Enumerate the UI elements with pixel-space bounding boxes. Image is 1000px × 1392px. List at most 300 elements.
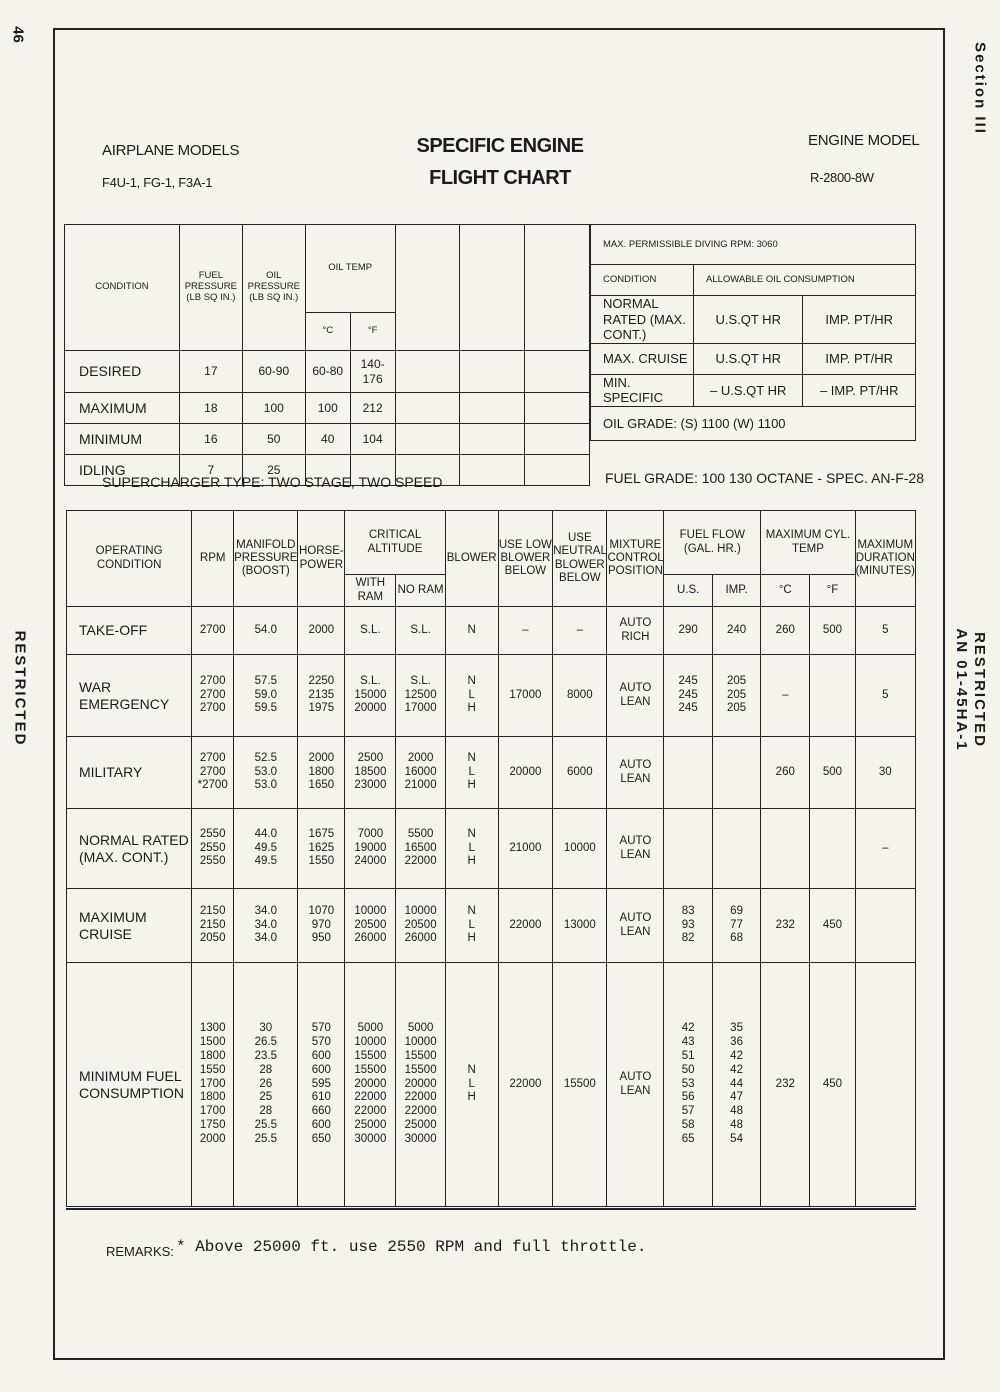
ops-cond: TAKE-OFF — [67, 607, 192, 655]
ops-nr-value: S.L. — [410, 674, 431, 687]
ops-hp-value: 1650 — [308, 779, 335, 792]
ops-us — [664, 737, 712, 809]
ops-mp-value: 23.5 — [254, 1050, 277, 1062]
oil-h-consumption: ALLOWABLE OIL CONSUMPTION — [694, 265, 916, 296]
ops-rpm — [192, 963, 234, 1207]
ops-nr — [396, 809, 445, 889]
ops-wr — [345, 737, 396, 809]
limits-row — [65, 351, 590, 393]
ops-neu: 15500 — [553, 963, 607, 1207]
limits-cond: MAXIMUM — [65, 393, 180, 424]
ops-mp-value: 30 — [259, 1022, 273, 1035]
page-title — [400, 130, 600, 194]
h-oil-temp: OIL TEMP — [305, 225, 395, 313]
h-cyl-temp: MAXIMUM CYL. TEMP — [761, 511, 855, 575]
ops-rpm — [192, 607, 234, 655]
ops-mp — [234, 607, 298, 655]
h-c: °C — [761, 575, 810, 607]
ops-us-value: 82 — [681, 932, 695, 945]
ops-us — [664, 655, 712, 737]
ops-hp-value: 2000 — [308, 751, 335, 764]
ops-nr-value: 15500 — [404, 1050, 437, 1062]
ops-us-value: 42 — [681, 1022, 695, 1035]
ops-mp-value: 49.5 — [254, 855, 277, 868]
ops-hp-value: 970 — [311, 918, 331, 931]
ops-rpm-value: 2550 — [199, 855, 226, 868]
ops-wr — [345, 889, 396, 963]
ops-wr — [345, 809, 396, 889]
ops-cond: MILITARY — [67, 737, 192, 809]
ops-imp-value: 240 — [726, 623, 747, 636]
ops-imp — [712, 889, 760, 963]
ops-bl — [445, 655, 498, 737]
ops-rpm-value: 2000 — [199, 1132, 226, 1145]
ops-f: 500 — [810, 737, 855, 809]
ops-c: 260 — [761, 607, 810, 655]
oil-imp: IMP. PT/HR — [803, 343, 916, 374]
limits-oil: 100 — [242, 393, 305, 424]
ops-mp-value: 54.0 — [254, 623, 277, 636]
ops-mp-value: 28 — [259, 1063, 273, 1076]
oil-imp: IMP. PT/HR — [803, 296, 916, 344]
restricted-label-right — [952, 590, 988, 790]
ops-bl-value: H — [467, 779, 476, 792]
ops-nr — [396, 737, 445, 809]
ops-mp-value: 34.0 — [254, 904, 277, 917]
limits-row — [65, 393, 590, 424]
ops-nr — [396, 607, 445, 655]
ops-cond: WAR EMERGENCY — [67, 655, 192, 737]
ops-hp — [298, 655, 345, 737]
ops-neu: 13000 — [553, 889, 607, 963]
ops-hp — [298, 607, 345, 655]
ops-imp-value: 48 — [730, 1118, 743, 1131]
ops-hp-value: 1625 — [308, 841, 335, 854]
ops-wr-value: 22000 — [354, 1091, 387, 1104]
ops-wr — [345, 963, 396, 1207]
ops-rpm-value: 2050 — [199, 932, 226, 945]
ops-nr-value: 21000 — [404, 779, 437, 792]
ops-low: 22000 — [498, 889, 553, 963]
right-margin — [950, 0, 1000, 1392]
ops-us-value: 83 — [681, 904, 695, 917]
ops-mp-value: 25 — [259, 1091, 273, 1104]
ops-nr — [396, 963, 445, 1207]
h-op-condition: OPERATING CONDITION — [67, 511, 192, 607]
ops-nr-value: 16000 — [404, 765, 437, 778]
ops-f: 450 — [810, 889, 855, 963]
limits-cond: MINIMUM — [65, 424, 180, 455]
oil-cond: MIN. SPECIFIC — [591, 374, 694, 406]
h-imp: IMP. — [712, 575, 760, 607]
ops-cond: NORMAL RATED (MAX. CONT.) — [67, 809, 192, 889]
ops-bl — [445, 963, 498, 1207]
ops-bl-value: L — [468, 765, 475, 778]
ops-imp-value: 42 — [730, 1063, 743, 1076]
rule — [66, 1208, 916, 1210]
ops-hp-value: 1675 — [308, 827, 335, 840]
remarks-label: REMARKS: — [106, 1244, 174, 1259]
ops-us-value: 56 — [681, 1091, 695, 1104]
oil-grade: OIL GRADE: (S) 1100 (W) 1100 — [591, 406, 916, 440]
h-fuel-flow: FUEL FLOW (GAL. HR.) — [664, 511, 761, 575]
ops-wr-value: S.L. — [360, 674, 381, 687]
limits-fuel: 18 — [179, 393, 242, 424]
ops-nr-value: 12500 — [404, 688, 437, 701]
ops-low: 17000 — [498, 655, 553, 737]
ops-wr-value: 5000 — [357, 1022, 384, 1035]
page-number: 46 — [9, 26, 27, 43]
limits-f: 212 — [350, 393, 395, 424]
ops-imp — [712, 655, 760, 737]
ops-dur — [855, 963, 915, 1207]
ops-wr-value: 15500 — [354, 1050, 387, 1062]
ops-us-value: 245 — [678, 674, 698, 687]
ops-imp-value: 36 — [730, 1036, 743, 1049]
ops-rpm-value: 2700 — [199, 688, 226, 701]
oil-us: U.S.QT HR — [694, 296, 803, 344]
ops-rpm — [192, 889, 234, 963]
ops-wr-value: 15500 — [354, 1063, 387, 1076]
ops-c — [761, 809, 810, 889]
ops-wr-value: 25000 — [354, 1118, 387, 1131]
ops-rpm — [192, 809, 234, 889]
ops-bl — [445, 889, 498, 963]
h-temp-c: °C — [305, 313, 350, 351]
ops-us-value: 290 — [678, 623, 698, 636]
ops-rpm-value: 2700 — [199, 702, 226, 715]
ops-neu: – — [553, 607, 607, 655]
ops-bl-value: N — [467, 623, 476, 636]
ops-nr-value: 20000 — [404, 1077, 437, 1090]
ops-imp-value: 77 — [730, 918, 743, 931]
ops-mp-value: 44.0 — [254, 827, 277, 840]
remarks-text: * Above 25000 ft. use 2550 RPM and full throttle. — [176, 1238, 647, 1256]
ops-rpm-value: 1550 — [199, 1063, 226, 1076]
ops-hp — [298, 889, 345, 963]
ops-hp-value: 1975 — [308, 702, 335, 715]
ops-wr-value: 20000 — [354, 702, 387, 715]
ops-nr-value: 17000 — [404, 702, 437, 715]
ops-wr-value: 15000 — [354, 688, 387, 701]
ops-low: 21000 — [498, 809, 553, 889]
h-blower: BLOWER — [445, 511, 498, 607]
ops-bl — [445, 737, 498, 809]
ops-bl-value: N — [467, 904, 476, 917]
oil-us: U.S.QT HR — [694, 343, 803, 374]
ops-wr-value: S.L. — [360, 623, 381, 636]
ops-rpm-value: 2550 — [199, 841, 226, 854]
ops-us-value: 58 — [681, 1118, 695, 1131]
ops-us — [664, 607, 712, 655]
ops-bl-value: N — [467, 674, 476, 687]
ops-c: 232 — [761, 889, 810, 963]
ops-rpm-value: 2700 — [199, 623, 226, 636]
ops-us-value: 53 — [681, 1077, 695, 1090]
ops-dur — [855, 889, 915, 963]
airplane-models: F4U-1, FG-1, F3A-1 — [102, 175, 213, 190]
ops-wr-value: 23000 — [354, 779, 387, 792]
ops-wr-value: 20000 — [354, 1077, 387, 1090]
ops-low: – — [498, 607, 553, 655]
ops-dur: 30 — [855, 737, 915, 809]
ops-hp-value: 600 — [311, 1050, 331, 1062]
limits-fuel: 16 — [179, 424, 242, 455]
ops-low: 20000 — [498, 737, 553, 809]
ops-f — [810, 809, 855, 889]
ops-wr-value: 2500 — [357, 751, 384, 764]
left-margin — [5, 0, 31, 1392]
ops-bl-value: H — [467, 855, 476, 868]
h-use-low: USE LOW BLOWER BELOW — [498, 511, 553, 607]
ops-mp-value: 26.5 — [254, 1036, 277, 1049]
ops-wr — [345, 655, 396, 737]
restricted-label-left: RESTRICTED — [11, 630, 29, 747]
ops-bl-value: H — [467, 702, 476, 715]
ops-rpm-value: 1750 — [199, 1118, 226, 1131]
ops-hp-value: 2250 — [308, 674, 335, 687]
ops-table — [66, 510, 916, 1207]
ops-imp — [712, 809, 760, 889]
ops-rpm — [192, 737, 234, 809]
ops-hp-value: 600 — [311, 1118, 331, 1131]
ops-mp-value: 34.0 — [254, 918, 277, 931]
ops-mix: AUTO LEAN — [607, 809, 664, 889]
ops-us-value: 57 — [681, 1105, 695, 1118]
oil-h-condition: CONDITION — [591, 265, 694, 296]
ops-hp-value: 610 — [311, 1091, 331, 1104]
ops-row — [67, 963, 916, 1207]
h-manifold: MANIFOLD PRESSURE (BOOST) — [234, 511, 298, 607]
ops-hp-value: 650 — [311, 1132, 331, 1145]
ops-hp-value: 570 — [311, 1022, 331, 1035]
ops-hp-value: 1800 — [308, 765, 335, 778]
limits-c: 40 — [305, 424, 350, 455]
ops-imp-value: 205 — [726, 674, 747, 687]
title-line-2: FLIGHT CHART — [429, 167, 571, 189]
limits-oil: 60-90 — [242, 351, 305, 393]
ops-bl-value: L — [468, 1077, 475, 1090]
ops-nr-value: 22000 — [404, 1105, 437, 1118]
ops-imp-value: 68 — [730, 932, 743, 945]
ops-imp-value: 69 — [730, 904, 743, 917]
ops-wr-value: 10000 — [354, 1036, 387, 1049]
limits-table — [64, 224, 590, 486]
ops-mp-value: 52.5 — [254, 751, 277, 764]
ops-bl-value: N — [467, 827, 476, 840]
ops-us-value: 93 — [681, 918, 695, 931]
ops-hp-value: 2000 — [308, 623, 335, 636]
ops-bl-value: H — [467, 1091, 476, 1104]
limits-row — [65, 424, 590, 455]
ops-hp-value: 950 — [311, 932, 331, 945]
ops-f: 500 — [810, 607, 855, 655]
ops-rpm-value: 1800 — [199, 1091, 226, 1104]
ops-wr-value: 10000 — [354, 904, 387, 917]
ops-nr-value: 15500 — [404, 1063, 437, 1076]
ops-mix: AUTO RICH — [607, 607, 664, 655]
ops-wr-value: 22000 — [354, 1105, 387, 1118]
h-use-neutral: USE NEUTRAL BLOWER BELOW — [553, 511, 607, 607]
ops-wr-value: 26000 — [354, 932, 387, 945]
airplane-models-label: AIRPLANE MODELS — [102, 142, 240, 159]
oil-us: – U.S.QT HR — [694, 374, 803, 406]
max-diving-rpm: MAX. PERMISSIBLE DIVING RPM: 3060 — [591, 225, 916, 265]
ops-hp-value: 2135 — [308, 688, 335, 701]
ops-row — [67, 737, 916, 809]
section-label: Section III — [971, 42, 989, 135]
ops-f: 450 — [810, 963, 855, 1207]
ops-bl-value: L — [468, 918, 475, 931]
ops-mp — [234, 889, 298, 963]
h-mixture: MIXTURE CONTROL POSITION — [607, 511, 664, 607]
ops-hp — [298, 963, 345, 1207]
ops-bl-value: L — [468, 688, 475, 701]
ops-mp — [234, 737, 298, 809]
h-oil-pressure: OIL PRESSURE (LB SQ IN.) — [242, 225, 305, 351]
engine-model: R-2800-8W — [810, 170, 874, 185]
ops-low: 22000 — [498, 963, 553, 1207]
ops-nr-value: 26000 — [404, 932, 437, 945]
ops-imp-value: 35 — [730, 1022, 743, 1035]
ops-imp-value: 54 — [730, 1132, 743, 1145]
h-temp-f: °F — [350, 313, 395, 351]
ops-c: 232 — [761, 963, 810, 1207]
ops-wr-value: 24000 — [354, 855, 387, 868]
ops-us — [664, 963, 712, 1207]
ops-mp-value: 26 — [259, 1077, 273, 1090]
ops-wr — [345, 607, 396, 655]
h-horsepower: HORSE-POWER — [298, 511, 345, 607]
ops-us-value: 245 — [678, 702, 698, 715]
ops-hp-value: 600 — [311, 1063, 331, 1076]
ops-rpm-value: 1800 — [199, 1050, 226, 1062]
ops-hp-value: 595 — [311, 1077, 331, 1090]
ops-imp — [712, 607, 760, 655]
limits-fuel: 17 — [179, 351, 242, 393]
ops-row — [67, 607, 916, 655]
ops-cond: MINIMUM FUEL CONSUMPTION — [67, 963, 192, 1207]
ops-rpm-value: 2700 — [199, 674, 226, 687]
ops-imp — [712, 737, 760, 809]
limits-cond: IDLING — [65, 455, 180, 486]
ops-imp-value: 42 — [730, 1050, 743, 1062]
ops-bl-value: N — [467, 751, 476, 764]
ops-cond: MAXIMUM CRUISE — [67, 889, 192, 963]
ops-imp-value: 205 — [726, 688, 747, 701]
ops-neu: 10000 — [553, 809, 607, 889]
ops-nr-value: 2000 — [407, 751, 434, 764]
ops-row — [67, 889, 916, 963]
ops-neu: 6000 — [553, 737, 607, 809]
ops-nr — [396, 889, 445, 963]
ops-wr-value: 30000 — [354, 1132, 387, 1145]
ops-us-value: 245 — [678, 688, 698, 701]
limits-oil: 25 — [242, 455, 305, 486]
ops-mix: AUTO LEAN — [607, 655, 664, 737]
h-fuel-pressure: FUEL PRESSURE (LB SQ IN.) — [179, 225, 242, 351]
fuel-grade: FUEL GRADE: 100 130 OCTANE - SPEC. AN-F-28 — [605, 470, 924, 486]
title-line-1: SPECIFIC ENGINE — [416, 135, 584, 157]
ops-wr-value: 18500 — [354, 765, 387, 778]
oil-imp: – IMP. PT/HR — [803, 374, 916, 406]
ops-nr-value: 10000 — [404, 904, 437, 917]
h-us: U.S. — [664, 575, 712, 607]
limits-f: 140-176 — [350, 351, 395, 393]
ops-imp-value: 48 — [730, 1105, 743, 1118]
ops-mp-value: 25.5 — [254, 1132, 277, 1145]
ops-mp-value: 34.0 — [254, 932, 277, 945]
ops-rpm-value: 2550 — [199, 827, 226, 840]
ops-row — [67, 809, 916, 889]
ops-c: 260 — [761, 737, 810, 809]
limits-oil: 50 — [242, 424, 305, 455]
ops-f — [810, 655, 855, 737]
limits-c: 100 — [305, 393, 350, 424]
ops-imp-value: 47 — [730, 1091, 743, 1104]
ops-bl-value: L — [468, 841, 475, 854]
ops-us-value: 51 — [681, 1050, 695, 1062]
ops-dur: – — [855, 809, 915, 889]
ops-mp-value: 25.5 — [254, 1118, 277, 1131]
ops-us-value: 43 — [681, 1036, 695, 1049]
ops-rpm-value: 1700 — [199, 1105, 226, 1118]
h-no-ram: NO RAM — [396, 575, 445, 607]
ops-mp-value: 59.5 — [254, 702, 277, 715]
ops-us — [664, 889, 712, 963]
h-rpm: RPM — [192, 511, 234, 607]
ops-nr-value: 16500 — [404, 841, 437, 854]
doc-number: AN 01-45HA-1 — [953, 628, 970, 752]
ops-nr — [396, 655, 445, 737]
ops-bl-value: N — [467, 1063, 476, 1076]
ops-us-value: 50 — [681, 1063, 695, 1076]
ops-mix: AUTO LEAN — [607, 737, 664, 809]
ops-dur: 5 — [855, 607, 915, 655]
ops-mp — [234, 963, 298, 1207]
ops-mp-value: 49.5 — [254, 841, 277, 854]
ops-nr-value: 20500 — [404, 918, 437, 931]
h-duration: MAXIMUM DURATION (MINUTES) — [855, 511, 915, 607]
ops-rpm-value: 2150 — [199, 918, 226, 931]
ops-mp — [234, 655, 298, 737]
ops-rpm-value: 1700 — [199, 1077, 226, 1090]
ops-us-value: 65 — [681, 1132, 695, 1145]
ops-nr-value: 10000 — [404, 1036, 437, 1049]
ops-nr-value: 5500 — [407, 827, 434, 840]
engine-model-label: ENGINE MODEL — [808, 132, 920, 149]
ops-bl — [445, 607, 498, 655]
ops-wr-value: 20500 — [354, 918, 387, 931]
ops-mix: AUTO LEAN — [607, 963, 664, 1207]
ops-hp-value: 1550 — [308, 855, 335, 868]
ops-nr-value: S.L. — [410, 623, 431, 636]
ops-nr-value: 5000 — [407, 1022, 434, 1035]
ops-mix: AUTO LEAN — [607, 889, 664, 963]
h-condition: CONDITION — [65, 225, 180, 351]
ops-mp-value: 53.0 — [254, 779, 277, 792]
ops-hp-value: 570 — [311, 1036, 331, 1049]
ops-nr-value: 22000 — [404, 1091, 437, 1104]
supercharger-type: SUPERCHARGER TYPE: TWO STAGE, TWO SPEED — [102, 474, 443, 490]
ops-hp — [298, 809, 345, 889]
ops-nr-value: 22000 — [404, 855, 437, 868]
ops-mp-value: 53.0 — [254, 765, 277, 778]
ops-rpm-value: *2700 — [197, 779, 228, 792]
ops-rpm-value: 2700 — [199, 765, 226, 778]
h-critical-altitude: CRITICAL ALTITUDE — [345, 511, 446, 575]
oil-cond: NORMAL RATED (MAX. CONT.) — [591, 296, 694, 344]
